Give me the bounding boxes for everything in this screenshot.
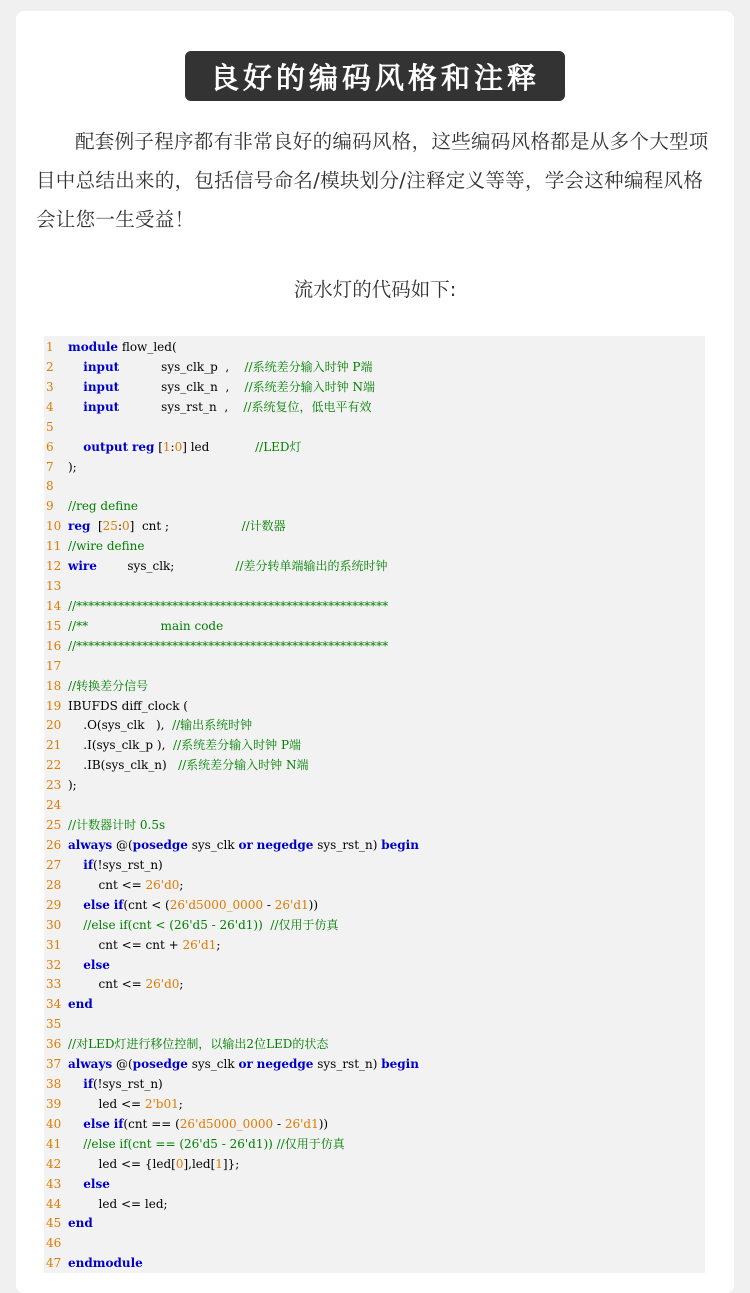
code-line (44, 1233, 68, 1253)
code-text: - (263, 897, 275, 912)
code-text (68, 1077, 83, 1091)
line-number: 8 (46, 479, 54, 494)
code-line (44, 496, 138, 516)
code-line (44, 556, 387, 576)
line-number: 2 (46, 359, 54, 374)
code-number: 0 (175, 1156, 184, 1171)
code-line (44, 476, 68, 496)
line-number: 19 (46, 698, 62, 713)
line-number: 40 (46, 1116, 62, 1131)
line-number: 47 (46, 1256, 62, 1271)
page-title: 良好的编码风格和注释 (185, 51, 565, 101)
code-line (44, 536, 144, 556)
line-number: 1 (46, 340, 54, 354)
code-keyword: input (83, 379, 120, 394)
code-keyword: begin (381, 1057, 419, 1072)
code-text: ); (68, 778, 77, 793)
code-number: 1 (162, 439, 171, 454)
code-line (44, 974, 183, 994)
code-keyword: posedge (132, 838, 188, 852)
code-text: ] cnt ; (129, 519, 242, 534)
code-text: sys_clk (187, 838, 239, 852)
code-keyword: output (83, 439, 129, 454)
code-block (44, 336, 705, 1273)
line-number: 12 (46, 559, 62, 574)
code-text: [ (154, 439, 163, 454)
code-text: led <= {led[ (68, 1156, 176, 1171)
code-keyword: posedge (132, 1057, 188, 1072)
line-number: 41 (46, 1136, 62, 1151)
code-keyword: else (83, 897, 110, 912)
code-text: .O(sys_clk ), (68, 718, 173, 733)
code-keyword: if (83, 1077, 93, 1092)
code-number: 25 (102, 519, 118, 534)
code-keyword: negedge (256, 838, 314, 852)
code-text: ],led[ (183, 1156, 216, 1171)
code-line (44, 417, 68, 437)
code-text: sys_clk; (96, 559, 236, 574)
code-number: 26'd1 (274, 897, 309, 912)
code-keyword: if (113, 1116, 124, 1131)
code-text (68, 1177, 83, 1191)
code-line (44, 1194, 168, 1214)
code-line (44, 596, 388, 616)
code-line (44, 616, 223, 636)
code-comment: //计数器 (241, 519, 286, 534)
line-number: 38 (46, 1077, 62, 1092)
code-keyword: or (238, 1057, 253, 1072)
code-text: (!sys_rst_n) (93, 1077, 163, 1092)
code-text: @( (112, 1057, 133, 1072)
code-text: sys_clk_p , (119, 359, 245, 374)
line-number: 35 (46, 1017, 62, 1032)
line-number: 18 (46, 678, 62, 693)
code-keyword: negedge (256, 1057, 314, 1072)
code-line (44, 676, 148, 696)
code-text: .I(sys_clk_p ), (68, 738, 174, 753)
line-number: 45 (46, 1216, 62, 1231)
code-line (44, 994, 93, 1014)
intro-paragraph: 配套例子程序都有非常良好的编码风格，这些编码风格都是从多个大型项目中总结出来的，包括信号命名/模块划分/注释定义等等，学会这种编程风格会让您一生受益！ (36, 130, 709, 231)
code-line (44, 1034, 328, 1054)
code-keyword: if (113, 897, 124, 912)
code-line (44, 357, 372, 377)
code-text: @( (112, 838, 133, 852)
code-keyword: or (238, 838, 253, 852)
line-number: 16 (46, 638, 62, 653)
code-line (44, 1134, 345, 1154)
code-line (44, 1014, 68, 1034)
line-number: 13 (46, 579, 62, 594)
line-number: 15 (46, 618, 62, 633)
line-number: 46 (46, 1236, 62, 1251)
code-line (44, 1094, 183, 1114)
code-line (44, 457, 77, 477)
code-keyword: reg (68, 519, 91, 534)
code-comment: //系统复位，低电平有效 (243, 399, 372, 414)
code-number: 26'd0 (145, 977, 180, 992)
line-number: 10 (46, 519, 62, 534)
code-text: sys_clk_n , (119, 379, 245, 394)
code-text: )) (318, 1116, 329, 1131)
code-line (44, 895, 318, 915)
line-number: 29 (46, 897, 62, 912)
code-keyword: end (68, 1216, 93, 1231)
line-number: 30 (46, 917, 62, 932)
code-comment: //**************************************************** (68, 638, 389, 653)
code-keyword: input (83, 399, 120, 414)
code-line (44, 915, 339, 935)
code-number: 26'd0 (145, 877, 180, 892)
code-text: sys_clk (187, 1057, 239, 1072)
code-line (44, 337, 177, 357)
code-line (44, 935, 220, 955)
code-text: ]}; (222, 1156, 240, 1171)
line-number: 28 (46, 877, 62, 892)
code-line (44, 696, 188, 716)
code-caption: 流水灯的代码如下: (293, 278, 457, 301)
line-number: 36 (46, 1037, 62, 1052)
line-number: 14 (46, 598, 62, 613)
code-comment: //系统差分输入时钟 P端 (244, 359, 373, 374)
code-comment: //else if(cnt < (26'd5 - 26'd1)) //仅用于仿真 (68, 917, 339, 932)
code-number: 26'd5000_0000 (169, 897, 264, 912)
code-text: : (170, 439, 175, 454)
code-line (44, 835, 419, 855)
code-line (44, 1074, 163, 1094)
code-text: (cnt < ( (123, 897, 170, 912)
code-text (68, 380, 83, 394)
code-text: sys_rst_n) (313, 1057, 382, 1072)
code-text: ; (179, 977, 184, 992)
code-keyword: module (68, 340, 119, 354)
code-text: [ (90, 519, 103, 534)
code-keyword: else (83, 1116, 110, 1131)
line-number: 44 (46, 1196, 62, 1211)
line-number: 3 (46, 379, 54, 394)
code-comment: //**************************************************** (68, 598, 389, 613)
code-text (68, 858, 83, 872)
code-line (44, 656, 68, 676)
code-comment: //else if(cnt == (26'd5 - 26'd1)) //仅用于仿真 (68, 1136, 345, 1151)
code-text: (cnt == ( (123, 1116, 180, 1131)
code-line (44, 755, 309, 775)
code-comment: //wire define (68, 539, 145, 554)
code-keyword: always (68, 838, 113, 852)
code-line (44, 815, 165, 835)
code-line (44, 715, 252, 735)
code-line (44, 1054, 419, 1074)
code-line (44, 576, 68, 596)
code-line (44, 1114, 328, 1134)
line-number: 39 (46, 1096, 62, 1111)
code-text: led <= led; (68, 1196, 168, 1211)
code-line (44, 1154, 239, 1174)
code-text (68, 898, 83, 912)
code-number: 26'd1 (182, 937, 217, 952)
code-keyword: begin (381, 838, 419, 852)
code-comment: //系统差分输入时钟 P端 (173, 738, 302, 753)
code-text (68, 958, 83, 972)
code-text: sys_rst_n) (313, 838, 382, 852)
code-comment: //对LED灯进行移位控制，以输出2位LED的状态 (68, 1037, 329, 1052)
code-text: )) (308, 897, 319, 912)
line-number: 27 (46, 857, 62, 872)
code-line (44, 775, 77, 795)
code-text: ; (216, 937, 221, 952)
code-line (44, 855, 163, 875)
code-text: ; (179, 877, 184, 892)
code-text (68, 360, 83, 374)
line-number: 23 (46, 778, 62, 793)
code-text: : (117, 519, 122, 534)
line-number: 25 (46, 818, 62, 833)
line-number: 42 (46, 1156, 62, 1171)
code-text: flow_led( (118, 340, 177, 354)
code-line (44, 636, 388, 656)
code-line (44, 1253, 143, 1273)
code-comment: //输出系统时钟 (172, 718, 253, 733)
code-text: ] led (182, 439, 256, 454)
code-text: cnt <= (68, 877, 146, 892)
line-number: 43 (46, 1176, 62, 1191)
code-comment: //转换差分信号 (68, 678, 149, 693)
code-comment: //系统差分输入时钟 N端 (244, 379, 375, 394)
line-number: 6 (46, 439, 54, 454)
code-keyword: reg (132, 439, 155, 454)
line-number: 21 (46, 738, 62, 753)
code-keyword: wire (68, 559, 97, 574)
code-text: .IB(sys_clk_n) (68, 758, 179, 773)
line-number: 4 (46, 399, 54, 414)
code-text (68, 1117, 83, 1131)
code-keyword: if (83, 857, 93, 872)
code-text: sys_rst_n , (119, 399, 244, 414)
code-number: 26'd5000_0000 (179, 1116, 274, 1131)
code-line (44, 437, 302, 457)
code-keyword: input (83, 359, 120, 374)
line-number: 5 (46, 419, 54, 434)
code-comment: //系统差分输入时钟 N端 (178, 758, 309, 773)
code-comment: //reg define (68, 499, 139, 514)
code-text: led <= (68, 1096, 145, 1111)
code-text: IBUFDS diff_clock ( (68, 698, 188, 713)
line-number: 22 (46, 758, 62, 773)
line-number: 20 (46, 718, 62, 733)
code-text: - (273, 1116, 285, 1131)
code-keyword: else (83, 1176, 110, 1191)
line-number: 9 (46, 499, 54, 514)
code-text: cnt <= cnt + (68, 937, 183, 952)
code-line (44, 955, 110, 975)
code-line (44, 735, 301, 755)
code-line (44, 1213, 93, 1233)
code-line (44, 377, 375, 397)
line-number: 17 (46, 658, 62, 673)
code-number: 0 (174, 439, 183, 454)
line-number: 33 (46, 977, 62, 992)
code-text: (!sys_rst_n) (93, 857, 163, 872)
line-number: 37 (46, 1057, 62, 1072)
code-text: cnt <= (68, 977, 146, 992)
code-keyword: else (83, 957, 110, 972)
line-number: 11 (46, 539, 62, 554)
code-line (44, 397, 372, 417)
code-keyword: always (68, 1057, 113, 1072)
line-number: 26 (46, 838, 62, 852)
line-number: 24 (46, 798, 62, 813)
code-line (44, 875, 183, 895)
code-text: ); (68, 459, 77, 474)
code-line (44, 1174, 110, 1194)
code-line (44, 516, 286, 536)
line-number: 7 (46, 459, 54, 474)
code-comment: //** main code (68, 618, 224, 633)
code-number: 2'b01 (144, 1096, 179, 1111)
code-line (44, 795, 68, 815)
line-number: 31 (46, 937, 62, 952)
code-comment: //计数器计时 0.5s (68, 818, 166, 833)
code-text: ; (178, 1096, 183, 1111)
code-text (68, 440, 83, 454)
code-comment: //LED灯 (255, 439, 302, 454)
code-keyword: end (68, 997, 93, 1012)
code-number: 0 (122, 519, 130, 534)
code-keyword: endmodule (68, 1256, 143, 1271)
code-number: 1 (215, 1156, 223, 1171)
code-number: 26'd1 (284, 1116, 319, 1131)
code-comment: //差分转单端输出的系统时钟 (235, 559, 388, 574)
line-number: 32 (46, 957, 62, 972)
line-number: 34 (46, 997, 62, 1012)
code-text (68, 400, 83, 414)
